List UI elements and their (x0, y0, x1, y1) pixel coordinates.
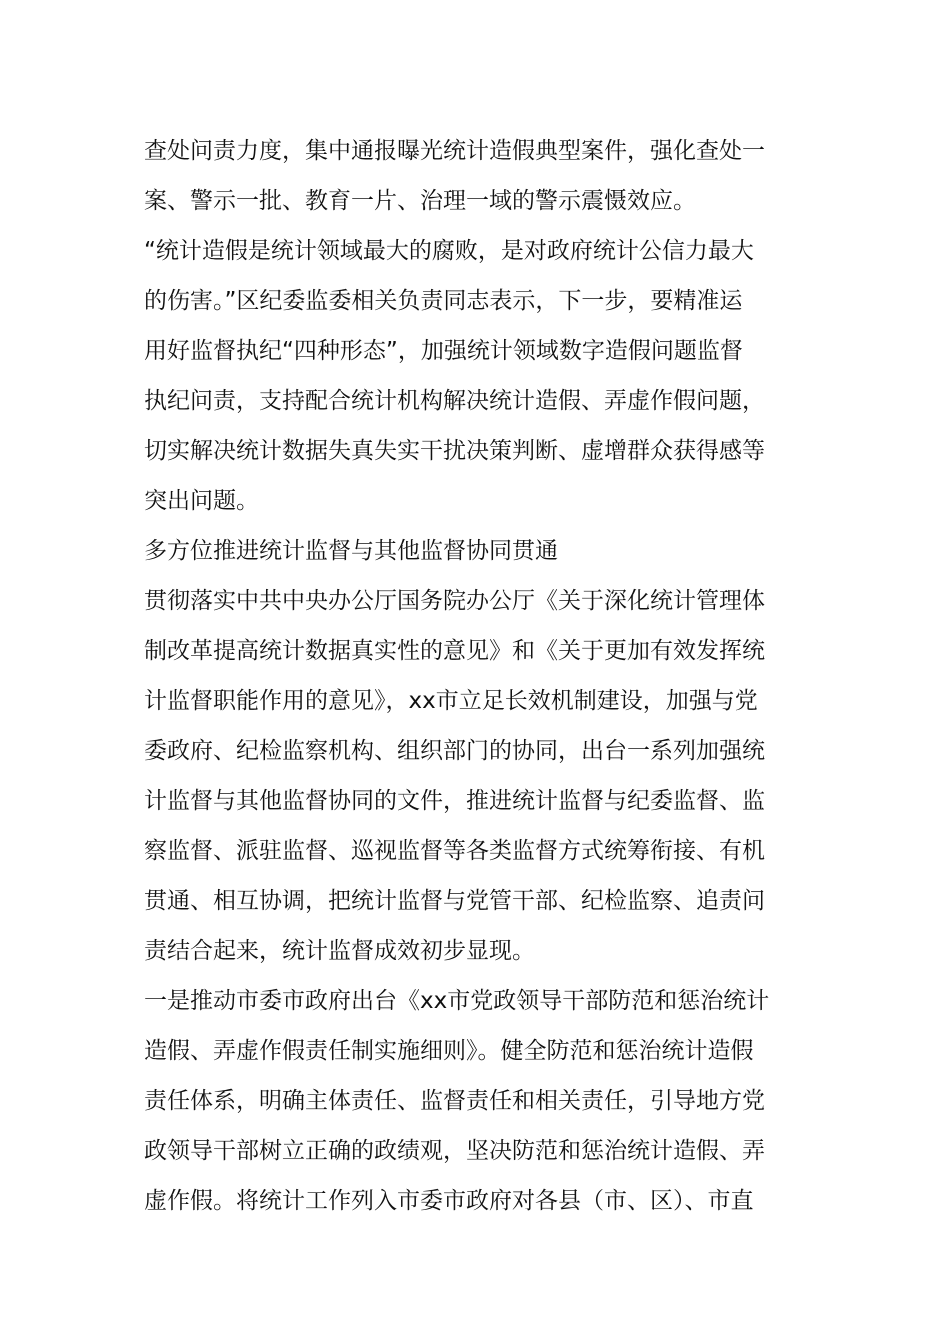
text-line: 政领导干部树立正确的政绩观，坚决防范和惩治统计造假、弄 (144, 1138, 765, 1164)
text-line: 执纪问责，支持配合统计机构解决统计造假、弄虚作假问题， (144, 388, 765, 414)
text-line: 突出问题。 (144, 488, 259, 514)
text-line: 计监督职能作用的意见》，xx市立足长效机制建设，加强与党 (144, 688, 758, 714)
section-heading: 多方位推进统计监督与其他监督协同贯通 (144, 538, 558, 564)
text-line: 委政府、纪检监察机构、组织部门的协同，出台一系列加强统 (144, 738, 765, 764)
text-line: 查处问责力度，集中通报曝光统计造假典型案件，强化查处一 (144, 138, 765, 164)
text-line: “统计造假是统计领域最大的腐败，是对政府统计公信力最大 (144, 238, 754, 264)
text-line: 虚作假。将统计工作列入市委市政府对各县（市、区）、市直 (144, 1188, 754, 1214)
document-body (144, 126, 812, 1226)
text-line: 贯通、相互协调，把统计监督与党管干部、纪检监察、追责问 (144, 888, 765, 914)
text-line: 切实解决统计数据失真失实干扰决策判断、虚增群众获得感等 (144, 438, 765, 464)
text-line: 责结合起来，统计监督成效初步显现。 (144, 938, 535, 964)
text-line: 案、警示一批、教育一片、治理一域的警示震慑效应。 (144, 188, 696, 214)
text-line: 制改革提高统计数据真实性的意见》和《关于更加有效发挥统 (144, 638, 765, 664)
text-line: 计监督与其他监督协同的文件，推进统计监督与纪委监督、监 (144, 788, 765, 814)
text-line: 责任体系，明确主体责任、监督责任和相关责任，引导地方党 (144, 1088, 765, 1114)
text-line: 的伤害。”区纪委监委相关负责同志表示，下一步，要精准运 (144, 288, 743, 314)
text-line: 一是推动市委市政府出台《xx市党政领导干部防范和惩治统计 (144, 988, 770, 1014)
text-line: 察监督、派驻监督、巡视监督等各类监督方式统筹衔接、有机 (144, 838, 765, 864)
text-line: 贯彻落实中共中央办公厅国务院办公厅《关于深化统计管理体 (144, 588, 765, 614)
text-line: 造假、弄虚作假责任制实施细则》。健全防范和惩治统计造假 (144, 1038, 754, 1064)
text-line: 用好监督执纪“四种形态”，加强统计领域数字造假问题监督 (144, 338, 743, 364)
